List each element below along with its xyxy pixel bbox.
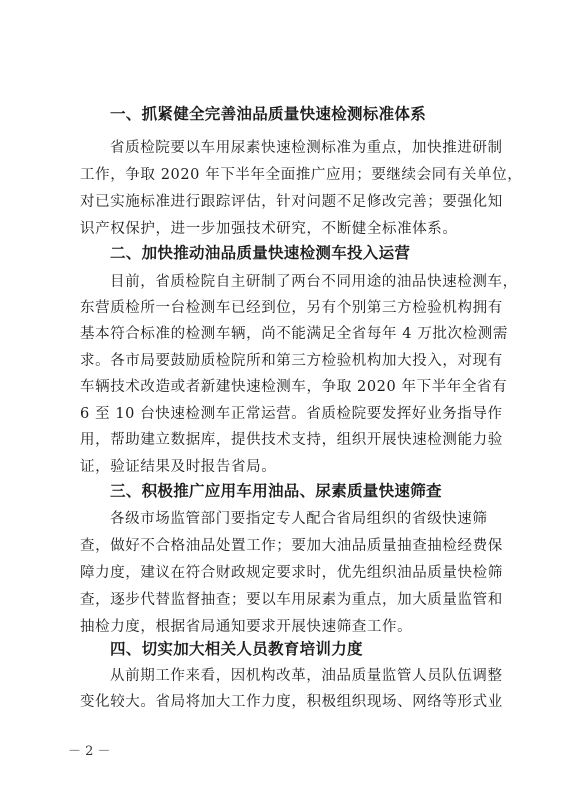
page-number: － 2 － xyxy=(68,744,111,759)
body-line: 求。各市局要鼓励质检院所和第三方检验机构加大投入，对现有 xyxy=(80,353,503,369)
body-line: 对已实施标准进行跟踪评估，针对问题不足修改完善；要强化知 xyxy=(80,194,503,210)
body-line: 变化较大。省局将加大工作力度，积极组织现场、网络等形式业 xyxy=(80,694,503,710)
section-heading-2: 二、加快推动油品质量快速检测车投入运营 xyxy=(110,244,411,262)
body-line: 查，做好不合格油品处置工作；要加大油品质量抽查抽检经费保 xyxy=(80,538,503,554)
body-line: 查，逐步代替监督抽查；要以车用尿素为重点，加大质量监管和 xyxy=(80,592,503,608)
body-line: 障力度，建议在符合财政规定要求时，优先组织油品质量快检筛 xyxy=(80,565,503,581)
body-line: 从前期工作来看，因机构改革，油品质量监管人员队伍调整 xyxy=(110,668,503,684)
body-line: 目前，省质检院自主研制了两台不同用途的油品快速检测车， xyxy=(110,274,518,290)
body-line: 抽检力度，根据省局通知要求开展快速筛查工作。 xyxy=(80,619,413,635)
body-line: 基本符合标准的检测车辆，尚不能满足全省每年 4 万批次检测需 xyxy=(80,326,508,342)
section-heading-4: 四、切实加大相关人员教育培训力度 xyxy=(110,640,363,658)
section-heading-3: 三、积极推广应用车用油品、尿素质量快速筛查 xyxy=(110,482,442,500)
section-heading-1: 一、抓紧健全完善油品质量快速检测标准体系 xyxy=(110,105,427,123)
body-line: 用，帮助建立数据库，提供技术支持，组织开展快速检测能力验 xyxy=(80,432,503,448)
body-line: 各级市场监管部门要指定专人配合省局组织的省级快速筛 xyxy=(110,511,488,527)
body-line: 证，验证结果及时报告省局。 xyxy=(80,459,277,475)
body-line: 东营质检所一台检测车已经到位，另有个别第三方检验机构拥有 xyxy=(80,300,503,316)
body-line: 识产权保护，进一步加强技术研究，不断健全标准体系。 xyxy=(80,221,458,237)
body-line: 车辆技术改造或者新建快速检测车，争取 2020 年下半年全省有 xyxy=(80,379,508,395)
body-line: 6 至 10 台快速检测车正常运营。省质检院要发挥好业务指导作 xyxy=(80,406,503,422)
body-line: 工作，争取 2020 年下半年全面推广应用；要继续会同有关单位， xyxy=(80,167,523,183)
body-line: 省质检院要以车用尿素快速检测标准为重点，加快推进研制 xyxy=(110,140,503,156)
